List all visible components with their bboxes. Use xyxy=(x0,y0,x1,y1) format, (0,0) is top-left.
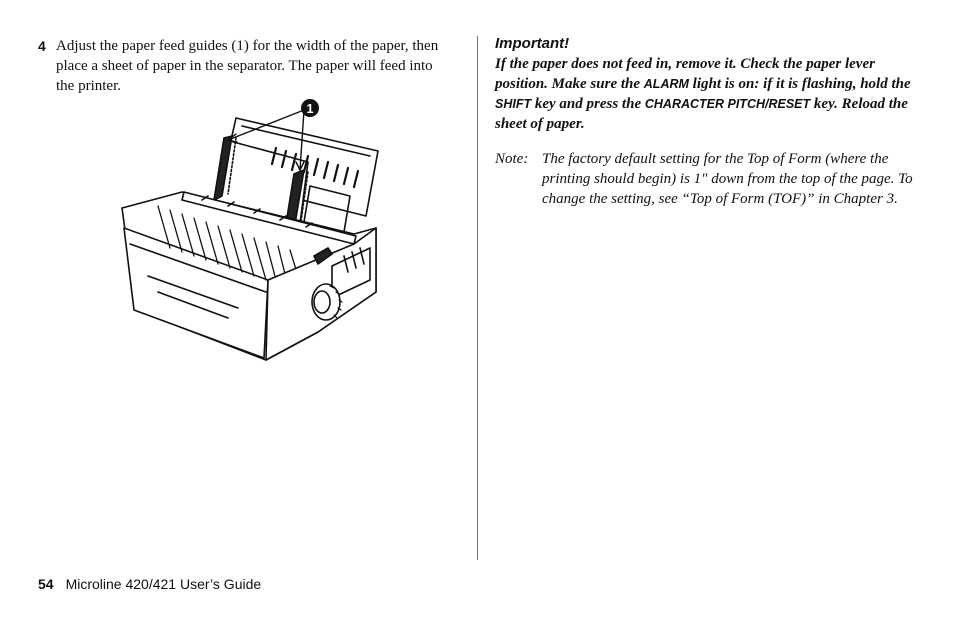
note-text: The factory default setting for the Top of Form (where the printing should begin) is 1" down from the top of the page. To change the setting, see “Top of Form (TOF)” in Chapter 3. xyxy=(542,151,913,207)
important-text-part: light is on: if it is flashing, hold the xyxy=(688,76,911,92)
guide-title: Microline 420/421 User’s Guide xyxy=(65,576,262,592)
character-pitch-reset-key-label: CHARACTER PITCH/RESET xyxy=(644,97,811,111)
alarm-key-label: ALARM xyxy=(643,77,689,91)
page-footer xyxy=(38,576,261,592)
important-text-part: If the paper does not feed in, remove it. Check the paper lever position. Make sure the xyxy=(495,56,875,92)
column-divider xyxy=(477,36,478,560)
printer-illustration xyxy=(118,96,380,366)
callout-marker xyxy=(301,99,319,117)
note-block xyxy=(495,149,920,209)
note-label: Note: xyxy=(495,151,529,167)
important-heading: Important! xyxy=(495,35,570,52)
important-text-part: key. Reload the sheet of paper. xyxy=(495,96,908,132)
important-box xyxy=(495,34,920,134)
important-text xyxy=(495,54,920,134)
step-text: Adjust the paper feed guides (1) for the width of the paper, then place a sheet of paper in the separator. The paper will feed into the printer. xyxy=(56,38,439,94)
step-number: 4 xyxy=(38,38,46,54)
important-text-part: key and press the xyxy=(531,96,645,112)
shift-key-label: SHIFT xyxy=(495,97,532,111)
step-4 xyxy=(38,36,448,96)
callout-number: 1 xyxy=(306,101,314,116)
page-number: 54 xyxy=(38,576,54,592)
printer-drawing xyxy=(118,96,380,366)
